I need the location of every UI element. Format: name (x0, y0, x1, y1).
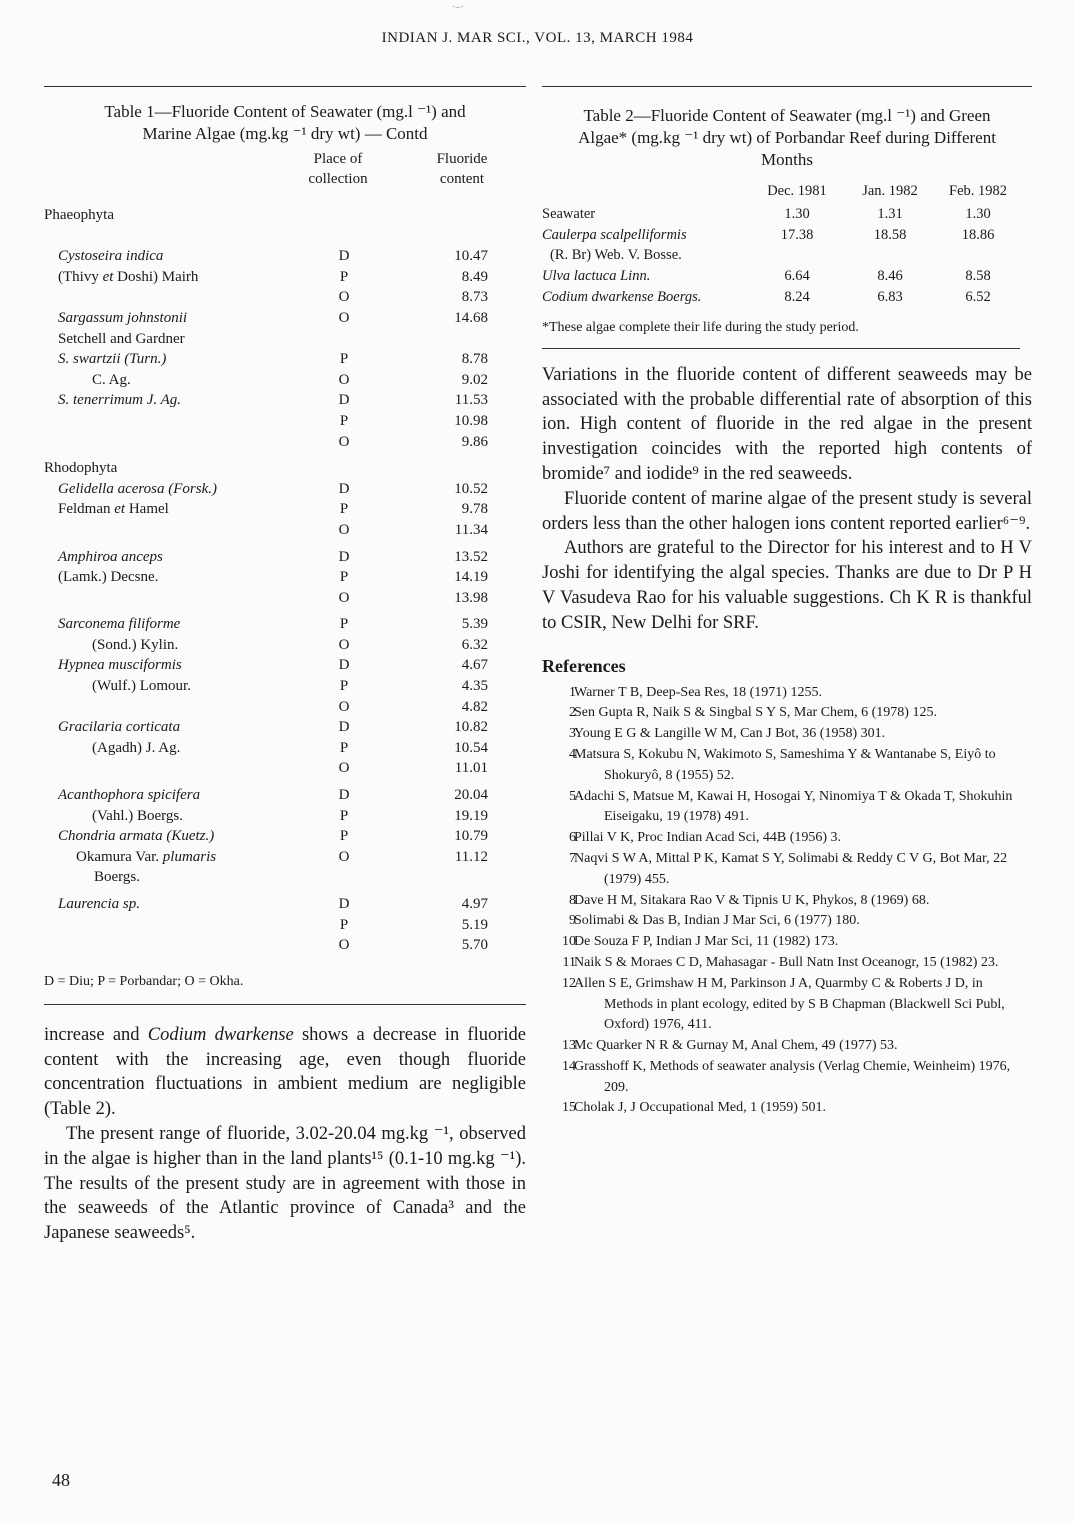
fluoride-value: 10.47 (454, 248, 488, 265)
reference-item (542, 1057, 1032, 1099)
fluoride-value: 6.32 (461, 636, 488, 653)
fluoride-value: 8.78 (461, 351, 488, 368)
collection-place: D (338, 480, 350, 497)
table1-title-line2: Marine Algae (mg.kg ⁻¹ dry wt) — Contd (142, 124, 428, 143)
species-name: Hypnea musciformis (58, 657, 182, 674)
reference-number: 11 (562, 954, 576, 970)
reference-item (542, 953, 1032, 974)
fluoride-value: 11.53 (454, 392, 488, 409)
reference-item (542, 787, 1032, 829)
reference-number: 1 (569, 684, 576, 700)
table1-title-line1: Table 1—Fluoride Content of Seawater (mg.l ⁻¹) and (104, 102, 466, 121)
table1-row (44, 458, 526, 479)
table2-row (542, 204, 1032, 225)
table1-col-fluoride (422, 149, 502, 189)
table2-row (542, 287, 1032, 308)
reference-number: 6 (569, 830, 576, 846)
reference-text: Allen S E, Grimshaw H M, Parkinson J A, Quarmby C & Roberts J D, in Methods in plant ecology, edited by S B Chapman (Blackwell Sci Publ, Oxford) 1976, 411. (574, 975, 1005, 1033)
species-name: Gelidella acerosa (Forsk.) (58, 480, 217, 497)
species-name: Acanthophora spicifera (58, 787, 201, 804)
fluoride-value: 10.82 (454, 719, 488, 736)
reference-number: 13 (562, 1038, 576, 1054)
reference-text: De Souza F P, Indian J Mar Sci, 11 (1982) 173. (574, 934, 839, 950)
table2-bottom-rule (542, 348, 1020, 349)
reference-text: Adachi S, Matsue M, Kawai H, Hosogai Y, Ninomiya T & Okada T, Shokuhin Eiseigaku, 19 (1978) 491. (574, 788, 1013, 825)
species-name: Amphiroa anceps (58, 548, 163, 565)
table2-body (542, 204, 1032, 308)
collection-place: P (339, 807, 349, 824)
table1-bottom-rule (44, 1004, 526, 1005)
reference-item (542, 724, 1032, 745)
collection-place: O (338, 698, 350, 715)
fluoride-value: 9.02 (461, 371, 488, 388)
fluoride-value: 19.19 (454, 807, 488, 824)
reference-text: Pillai V K, Proc Indian Acad Sci, 44B (1956) 3. (574, 830, 842, 846)
fluoride-value: 10.98 (454, 412, 488, 429)
table1-header (44, 149, 526, 197)
table2-row-name: (R. Br) Web. V. Bosse. (550, 247, 682, 264)
collection-place: P (339, 828, 349, 845)
collection-place: O (338, 848, 350, 865)
fluoride-value: 10.52 (454, 480, 488, 497)
species-name: Laurencia sp. (58, 896, 140, 912)
table1-title (44, 101, 526, 145)
table1-row (44, 758, 526, 779)
table2-note: *These algae complete their life during the study period. (542, 319, 859, 335)
species-name: Cystoseira indica (58, 248, 164, 265)
table1-row (44, 226, 526, 247)
table1-col-fluoride-line1: Fluoride (436, 151, 488, 167)
table1-body (44, 205, 526, 956)
reference-text: Young E G & Langille W M, Can J Bot, 36 (1958) 301. (574, 726, 886, 742)
reference-number: 8 (569, 892, 576, 908)
table1-row (44, 370, 526, 391)
species-name: Feldman et Hamel (58, 501, 169, 518)
collection-place: O (338, 371, 350, 388)
fluoride-value: 11.01 (454, 760, 488, 777)
table2-col-feb: Feb. 1982 (949, 183, 1007, 199)
reference-number: 9 (569, 913, 576, 929)
table2-title-line1: Table 2—Fluoride Content of Seawater (mg.l ⁻¹) and Green (583, 106, 991, 125)
fluoride-value: 4.67 (461, 657, 488, 674)
table1-row (44, 738, 526, 759)
collection-place: P (339, 412, 349, 429)
reference-number: 7 (569, 850, 576, 866)
fluoride-value: 8.49 (461, 268, 488, 285)
table2-col-dec: Dec. 1981 (767, 183, 827, 199)
collection-place: D (338, 896, 350, 912)
table1-row (44, 894, 526, 915)
table2-row (542, 225, 1032, 246)
species-name: S. tenerrimum J. Ag. (58, 392, 182, 409)
collection-place: P (339, 268, 349, 285)
table1-row (44, 267, 526, 288)
collection-place: O (338, 309, 350, 326)
table2-value: 18.86 (961, 226, 995, 243)
reference-item (542, 1098, 1032, 1119)
table1-col-place (302, 149, 374, 189)
table1-row (44, 826, 526, 847)
table1-row (44, 676, 526, 697)
table2-value: 1.30 (784, 205, 810, 222)
fluoride-value: 14.68 (454, 309, 488, 326)
fluoride-value: 20.04 (454, 787, 488, 804)
table1-footnote: D = Diu; P = Porbandar; O = Okha. (44, 973, 244, 989)
reference-number: 15 (562, 1100, 576, 1116)
right-paragraph-2: Fluoride content of marine algae of the present study is several orders less than the other halogen ions content reported earlier⁶⁻⁹. (542, 488, 1032, 534)
page-number: 48 (52, 1470, 70, 1490)
table1-col-fluoride-line2: content (439, 171, 485, 187)
reference-number: 10 (562, 934, 576, 950)
reference-number: 4 (569, 746, 576, 762)
table1-row (44, 806, 526, 827)
fluoride-value: 4.97 (461, 896, 488, 912)
collection-place: P (339, 739, 349, 756)
collection-place: O (338, 521, 350, 538)
table1-row (44, 390, 526, 411)
collection-place: O (338, 636, 350, 653)
table1-row (44, 915, 526, 936)
collection-place: O (338, 433, 350, 450)
collection-place: D (338, 392, 350, 409)
table1-row (44, 432, 526, 453)
species-name: Setchell and Gardner (58, 330, 185, 347)
fluoride-value: 14.19 (454, 569, 488, 586)
reference-item (542, 683, 1032, 704)
fluoride-value: 10.54 (454, 739, 488, 756)
table2-title (542, 105, 1032, 171)
table1-row (44, 847, 526, 868)
table2-value: 1.31 (877, 205, 903, 222)
species-name: Phaeophyta (44, 207, 114, 223)
collection-place: P (339, 916, 349, 933)
fluoride-value: 4.35 (461, 678, 488, 695)
species-name: Rhodophyta (44, 460, 118, 477)
table2-value: 6.52 (965, 288, 991, 305)
reference-text: Warner T B, Deep-Sea Res, 18 (1971) 1255. (574, 684, 822, 700)
table1-row (44, 499, 526, 520)
species-name: Boergs. (94, 869, 140, 886)
reference-text: Naik S & Moraes C D, Mahasagar - Bull Natn Inst Oceanogr, 15 (1982) 23. (574, 954, 999, 970)
reference-number: 2 (569, 705, 576, 721)
table2-value: 18.58 (873, 226, 907, 243)
collection-place: D (338, 248, 350, 265)
species-name: S. swartzii (Turn.) (58, 351, 167, 368)
table1-row (44, 246, 526, 267)
collection-place: O (338, 289, 350, 306)
running-header: INDIAN J. MAR SCI., VOL. 13, MARCH 1984 (381, 30, 694, 46)
right-paragraph-1: Variations in the fluoride content of different seaweeds may be associated with the probable differential rate of absorption of this ion. High content of fluoride in the red algae in the present investigation coincides with the reported high contents of bromide⁷ and iodide⁹ in the red seaweeds. (542, 364, 1032, 484)
reference-number: 14 (562, 1058, 576, 1074)
reference-number: 12 (562, 975, 576, 991)
collection-place: P (339, 616, 349, 633)
scan-speck: ·‒· (452, 2, 464, 13)
left-paragraph-2: The present range of fluoride, 3.02-20.04 mg.kg ⁻¹, observed in the algae is higher than in the land plants¹⁵ (0.1-10 mg.kg ⁻¹). The results of the present study are in agreement with those in the seaweeds of the Atlantic province of Canada³ and the Japanese seaweeds⁵. (44, 1123, 526, 1244)
species-name: Sargassum johnstonii (58, 309, 188, 326)
table1-row (44, 785, 526, 806)
table1-row (44, 205, 526, 226)
table2-row-name: Ulva lactuca Linn. (542, 268, 651, 285)
species-name: (Wulf.) Lomour. (92, 678, 191, 695)
table2-row-name: Caulerpa scalpelliformis (542, 226, 687, 243)
fluoride-value: 13.52 (454, 548, 488, 565)
species-name: (Vahl.) Boergs. (92, 807, 183, 824)
reference-item (542, 974, 1032, 1036)
table1-row (44, 308, 526, 329)
fluoride-value: 8.73 (461, 289, 488, 306)
table2-value: 8.24 (784, 288, 810, 305)
table1-row (44, 479, 526, 500)
species-name: Sarconema filiforme (58, 616, 181, 633)
table1-row (44, 697, 526, 718)
fluoride-value: 10.79 (454, 828, 488, 845)
table2-value: 17.38 (780, 226, 814, 243)
species-name: (Thivy et Doshi) Mairh (58, 268, 199, 285)
collection-place: D (338, 548, 350, 565)
reference-item (542, 911, 1032, 932)
table1-col-place-line1: Place of (313, 151, 363, 167)
reference-number: 5 (569, 788, 576, 804)
table2-value: 6.64 (784, 268, 810, 285)
collection-place: P (339, 501, 349, 518)
reference-text: Grasshoff K, Methods of seawater analysis (Verlag Chemie, Weinheim) 1976, 209. (574, 1058, 1011, 1095)
table1-row (44, 655, 526, 676)
collection-place: D (338, 657, 350, 674)
table2-row-name: Seawater (542, 205, 596, 222)
table2-value: 1.30 (965, 205, 991, 222)
reference-item (542, 703, 1032, 724)
reference-text: Sen Gupta R, Naik S & Singbal S Y S, Mar Chem, 6 (1978) 125. (574, 705, 937, 721)
table2-row (542, 266, 1032, 287)
fluoride-value: 11.34 (454, 521, 488, 538)
table2-value: 6.83 (877, 288, 903, 305)
species-name: Chondria armata (Kuetz.) (58, 828, 215, 845)
fluoride-value: 5.70 (461, 937, 488, 954)
reference-number: 3 (569, 726, 576, 742)
species-name: (Lamk.) Decsne. (58, 569, 159, 586)
left-column (44, 86, 526, 1246)
table1-row (44, 588, 526, 609)
references-heading: References (542, 655, 626, 676)
table2-title-line2: Algae* (mg.kg ⁻¹ dry wt) of Porbandar Reef during Different (578, 128, 996, 147)
fluoride-value: 11.12 (454, 848, 488, 865)
table1-row (44, 349, 526, 370)
species-name: Okamura Var. plumaris (76, 848, 217, 865)
table2-row (542, 245, 1032, 266)
reference-text: Matsura S, Kokubu N, Wakimoto S, Sameshima Y & Wantanabe S, Eiyô to Shokuryô, 8 (1955) 52. (574, 746, 996, 783)
left-paragraph-1: increase and Codium dwarkense shows a decrease in fluoride content with the increasing age, even though fluoride concentration fluctuations in ambient medium are negligible (Table 2). (44, 1024, 526, 1120)
table2-row-name: Codium dwarkense Boergs. (542, 288, 702, 305)
fluoride-value: 4.82 (461, 698, 488, 715)
fluoride-value: 13.98 (454, 589, 488, 606)
table1-top-rule (44, 86, 526, 87)
collection-place: P (339, 678, 349, 695)
table1-row (44, 567, 526, 588)
table1-row (44, 411, 526, 432)
table2-col-jan: Jan. 1982 (862, 183, 918, 199)
fluoride-value: 5.19 (461, 916, 488, 933)
reference-item (542, 1036, 1032, 1057)
reference-text: Cholak J, J Occupational Med, 1 (1959) 501. (574, 1100, 826, 1116)
reference-item (542, 932, 1032, 953)
table2-value: 8.58 (965, 268, 991, 285)
collection-place: O (338, 589, 350, 606)
table1-row (44, 287, 526, 308)
collection-place: P (339, 351, 349, 368)
reference-item (542, 828, 1032, 849)
collection-place: O (338, 937, 350, 954)
fluoride-value: 9.78 (461, 501, 488, 518)
references-list (542, 683, 1032, 1120)
table2-value: 8.46 (877, 268, 903, 285)
table1-row (44, 520, 526, 541)
collection-place: D (338, 787, 350, 804)
collection-place: O (338, 760, 350, 777)
reference-text: Dave H M, Sitakara Rao V & Tipnis U K, Phykos, 8 (1969) 68. (574, 892, 930, 908)
reference-item (542, 745, 1032, 787)
table1-row (44, 614, 526, 635)
right-paragraph-3: Authors are grateful to the Director for his interest and to H V Joshi for identifying the algal species. Thanks are due to Dr P H V Vasudeva Rao for his valuable suggestions. Ch K R is thankful to CSIR, New Delhi for SRF. (542, 538, 1032, 633)
table1-row (44, 329, 526, 350)
table2-top-rule (542, 86, 1032, 87)
species-name: Gracilaria corticata (58, 719, 181, 736)
fluoride-value: 5.39 (461, 616, 488, 633)
reference-text: Solimabi & Das B, Indian J Mar Sci, 6 (1977) 180. (574, 913, 860, 929)
table2-header (542, 181, 1032, 202)
species-name: (Sond.) Kylin. (92, 636, 179, 653)
table1-row (44, 635, 526, 656)
reference-text: Mc Quarker N R & Gurnay M, Anal Chem, 49 (1977) 53. (574, 1038, 898, 1054)
right-column (542, 86, 1032, 1119)
collection-place: P (339, 569, 349, 586)
table1-row (44, 717, 526, 738)
table1-col-place-line2: collection (308, 171, 368, 187)
table1-row (44, 935, 526, 956)
table1-row (44, 867, 526, 888)
collection-place: D (338, 719, 350, 736)
table1-row (44, 547, 526, 568)
species-name: (Agadh) J. Ag. (92, 739, 181, 756)
fluoride-value: 9.86 (461, 433, 488, 450)
table2-title-line3: Months (761, 150, 813, 169)
species-name: C. Ag. (92, 371, 131, 388)
reference-item (542, 891, 1032, 912)
reference-item (542, 849, 1032, 891)
reference-text: Naqvi S W A, Mittal P K, Kamat S Y, Solimabi & Reddy C V G, Bot Mar, 22 (1979) 455. (574, 850, 1008, 887)
